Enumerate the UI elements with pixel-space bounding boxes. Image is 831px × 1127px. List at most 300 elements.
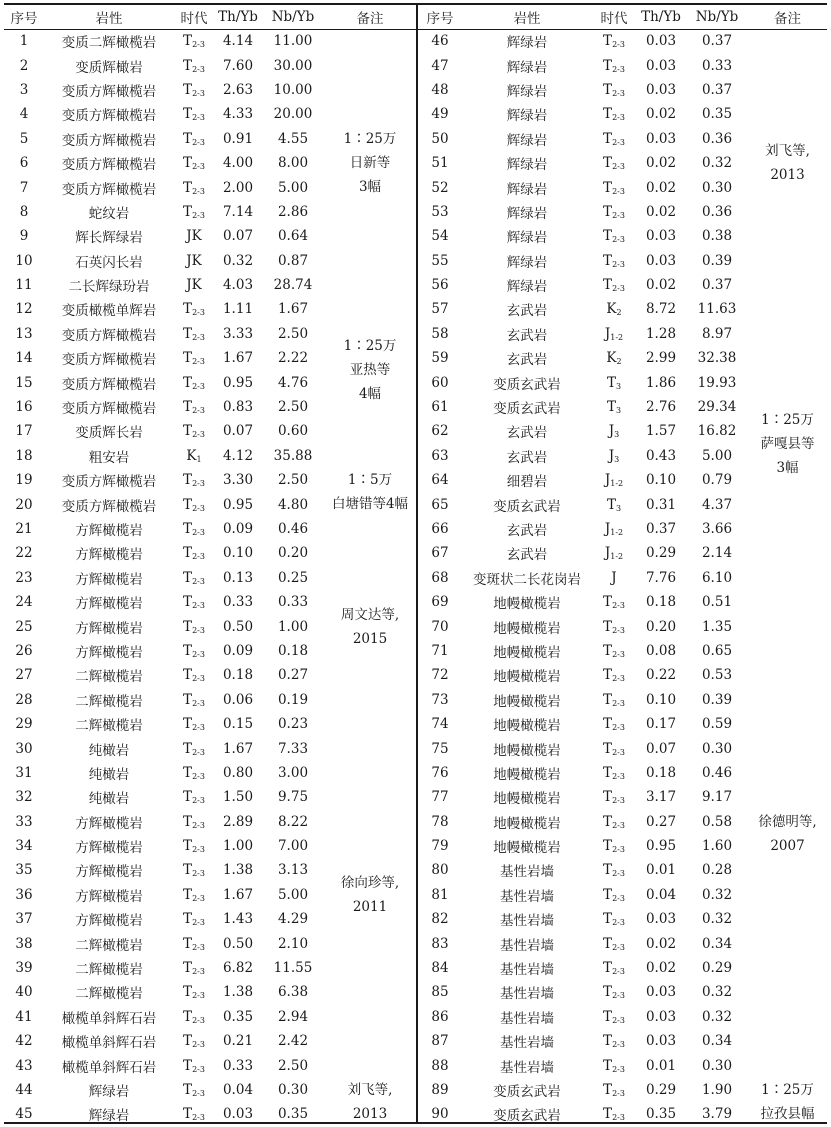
- cell-thyb: 0.06: [222, 691, 254, 708]
- cell-seq: 36: [15, 886, 33, 903]
- era-symbol: T: [183, 911, 193, 928]
- era-symbol: T: [603, 862, 613, 879]
- cell-nbyb: 2.22: [277, 350, 309, 367]
- cell-seq: 67: [431, 545, 449, 562]
- era-symbol: T: [183, 203, 193, 220]
- cell-thyb: 0.35: [222, 1008, 254, 1025]
- cell-seq: 47: [431, 57, 449, 74]
- cell-seq: 33: [15, 813, 33, 830]
- era-symbol: T: [603, 813, 613, 830]
- cell-seq: 23: [15, 569, 33, 586]
- left-table-half: [4, 5, 416, 1127]
- cell-lithology: 变质方辉橄榄岩: [61, 83, 157, 100]
- cell-thyb: 0.43: [645, 447, 677, 464]
- header-thyb: Th/Yb: [218, 9, 258, 25]
- era-symbol: T: [603, 935, 613, 952]
- cell-seq: 57: [431, 301, 449, 318]
- cell-thyb: 0.17: [645, 716, 677, 733]
- cell-lithology: 变质方辉橄榄岩: [61, 327, 157, 344]
- cell-seq: 30: [15, 740, 33, 757]
- era-subscript: 2-3: [192, 210, 205, 220]
- remark-line: 白塘错等4幅: [331, 496, 409, 513]
- remark-line: 周文达等,: [340, 606, 400, 623]
- cell-nbyb: 0.39: [701, 252, 733, 269]
- cell-lithology: 二长辉绿玢岩: [68, 279, 150, 296]
- cell-seq: 17: [15, 423, 33, 440]
- era-subscript: 2-3: [192, 625, 205, 635]
- remark-line: 2013: [352, 1106, 388, 1123]
- cell-thyb: 1.86: [645, 374, 677, 391]
- cell-lithology: 地幔橄榄岩: [493, 840, 561, 857]
- era-subscript: 2-3: [612, 137, 625, 147]
- cell-remark: [324, 517, 416, 737]
- cell-nbyb: 6.10: [701, 569, 733, 586]
- era-subscript: 2-3: [192, 430, 205, 440]
- cell-seq: 59: [431, 350, 449, 367]
- cell-seq: 38: [15, 935, 33, 952]
- era-symbol: J: [611, 569, 617, 586]
- cell-era: [174, 1053, 214, 1077]
- cell-lithology: 方辉橄榄岩: [75, 596, 143, 613]
- cell-era: [174, 419, 214, 443]
- remark-line: 2013: [770, 167, 805, 184]
- cell-nbyb: 2.10: [277, 935, 309, 952]
- cell-nbyb: 1.00: [277, 618, 309, 635]
- cell-thyb: 0.03: [645, 1033, 677, 1050]
- header-seq: 序号: [426, 11, 454, 27]
- cell-nbyb: 4.29: [277, 911, 309, 928]
- era-symbol: T: [183, 179, 193, 196]
- cell-thyb: 0.02: [645, 935, 677, 952]
- cell-era: [174, 858, 214, 882]
- cell-seq: 8: [19, 203, 29, 220]
- era-symbol: T: [183, 862, 193, 879]
- cell-thyb: 0.07: [645, 740, 677, 757]
- era-symbol: T: [603, 81, 613, 98]
- era-subscript: 2-3: [612, 284, 625, 294]
- cell-thyb: 1.67: [222, 740, 254, 757]
- remark-line: 4幅: [358, 386, 382, 403]
- era-subscript: 2-3: [192, 576, 205, 586]
- cell-lithology: 变质玄武岩: [493, 401, 561, 418]
- cell-seq: 82: [431, 911, 449, 928]
- table-row: [418, 1078, 827, 1102]
- cell-lithology: 辉长辉绿岩: [75, 230, 143, 247]
- table-row: [4, 297, 416, 321]
- era-subscript: 2-3: [612, 186, 625, 196]
- era-subscript: 2-3: [612, 625, 625, 635]
- cell-nbyb: 0.37: [701, 33, 733, 50]
- era-subscript: 2-3: [612, 1015, 625, 1025]
- cell-nbyb: 0.38: [701, 228, 733, 245]
- cell-lithology: 变质方辉橄榄岩: [61, 181, 157, 198]
- era-symbol: T: [603, 716, 613, 733]
- era-symbol: T: [606, 374, 616, 391]
- era-symbol: T: [183, 423, 193, 440]
- cell-thyb: 0.22: [645, 667, 677, 684]
- cell-era: [592, 688, 636, 712]
- era-subscript: 2-3: [192, 357, 205, 367]
- era-subscript: 2-3: [612, 210, 625, 220]
- cell-nbyb: 2.86: [277, 203, 309, 220]
- cell-nbyb: 32.38: [697, 350, 737, 367]
- cell-seq: 44: [15, 1081, 33, 1098]
- era-subscript: 2-3: [192, 308, 205, 318]
- header-nbyb: Nb/Yb: [271, 9, 315, 25]
- cell-thyb: 3.33: [222, 325, 254, 342]
- cell-thyb: 0.95: [222, 374, 254, 391]
- cell-nbyb: 9.75: [277, 789, 309, 806]
- cell-nbyb: 0.27: [277, 667, 309, 684]
- cell-era: [592, 810, 636, 834]
- cell-thyb: 0.35: [645, 1106, 677, 1123]
- cell-seq: 12: [15, 301, 33, 318]
- cell-nbyb: 0.32: [701, 984, 733, 1001]
- era-symbol: T: [603, 1033, 613, 1050]
- cell-seq: 56: [431, 277, 449, 294]
- era-subscript: 2-3: [612, 113, 625, 123]
- cell-thyb: 0.10: [222, 545, 254, 562]
- cell-thyb: 0.10: [645, 472, 677, 489]
- left-header-row: [4, 5, 416, 29]
- cell-seq: 40: [15, 984, 33, 1001]
- era-symbol: T: [183, 130, 193, 147]
- era-subscript: 2-3: [192, 162, 205, 172]
- era-subscript: 2-3: [612, 259, 625, 269]
- cell-era: [592, 1005, 636, 1029]
- cell-seq: 28: [15, 691, 33, 708]
- cell-thyb: 1.67: [222, 350, 254, 367]
- cell-era: [174, 883, 214, 907]
- cell-nbyb: 8.97: [701, 325, 733, 342]
- cell-lithology: 玄武岩: [506, 449, 548, 466]
- remark-line: 1∶25万: [761, 1082, 814, 1099]
- cell-era: [592, 1078, 636, 1102]
- cell-thyb: 0.04: [645, 886, 677, 903]
- cell-lithology: 辉绿岩: [506, 108, 548, 125]
- cell-nbyb: 0.35: [277, 1106, 309, 1123]
- cell-nbyb: 4.55: [277, 130, 309, 147]
- cell-lithology: 方辉橄榄岩: [75, 840, 143, 857]
- cell-seq: 37: [15, 911, 33, 928]
- cell-era: [174, 78, 214, 102]
- cell-lithology: 二辉橄榄岩: [75, 718, 143, 735]
- cell-lithology: 橄榄单斜辉石岩: [61, 1059, 157, 1076]
- cell-lithology: 地幔橄榄岩: [493, 718, 561, 735]
- cell-nbyb: 0.33: [277, 594, 309, 611]
- era-subscript: 2-3: [192, 1113, 205, 1123]
- cell-thyb: 0.03: [645, 984, 677, 1001]
- cell-nbyb: 4.37: [701, 496, 733, 513]
- cell-lithology: 辉绿岩: [506, 132, 548, 149]
- cell-era: [174, 492, 214, 516]
- cell-seq: 90: [431, 1106, 449, 1123]
- cell-lithology: 方辉橄榄岩: [75, 888, 143, 905]
- cell-thyb: 0.01: [645, 1057, 677, 1074]
- cell-remark: [324, 297, 416, 443]
- cell-seq: 66: [431, 521, 449, 537]
- cell-nbyb: 0.30: [277, 1081, 309, 1098]
- cell-era: [174, 834, 214, 858]
- cell-nbyb: 0.29: [701, 960, 733, 977]
- cell-thyb: 2.89: [222, 813, 254, 830]
- era-symbol: T: [183, 1106, 193, 1123]
- cell-lithology: 方辉橄榄岩: [75, 815, 143, 832]
- remark-line: 3幅: [776, 459, 799, 476]
- cell-thyb: 8.72: [645, 301, 677, 318]
- cell-seq: 21: [15, 521, 33, 537]
- cell-nbyb: 0.51: [701, 594, 733, 611]
- era-subscript: 2-3: [612, 698, 625, 708]
- cell-nbyb: 0.25: [277, 569, 309, 586]
- remark-line: 萨嘎县等: [760, 435, 815, 452]
- cell-thyb: 3.17: [645, 789, 677, 806]
- cell-lithology: 方辉橄榄岩: [75, 547, 143, 564]
- cell-seq: 24: [15, 594, 33, 611]
- cell-nbyb: 6.38: [277, 984, 309, 1001]
- cell-seq: 52: [431, 179, 449, 196]
- cell-seq: 11: [15, 277, 33, 294]
- cell-era: [174, 224, 214, 248]
- cell-thyb: 0.18: [645, 764, 677, 781]
- era-subscript: 2-3: [612, 601, 625, 611]
- era-symbol: T: [183, 594, 193, 611]
- cell-era: [174, 541, 214, 565]
- cell-seq: 16: [15, 399, 33, 416]
- cell-seq: 3: [19, 81, 29, 98]
- cell-era: [592, 224, 636, 248]
- era-subscript: 2-3: [612, 918, 625, 928]
- cell-thyb: 0.33: [222, 1057, 254, 1074]
- header-remark: 备注: [774, 11, 801, 27]
- cell-era: [592, 639, 636, 663]
- cell-lithology: 二辉橄榄岩: [75, 962, 143, 979]
- era-subscript: 2-3: [192, 1040, 205, 1050]
- cell-lithology: 地幔橄榄岩: [493, 644, 561, 661]
- era-subscript: 2-3: [192, 649, 205, 659]
- cell-seq: 54: [431, 228, 449, 245]
- cell-lithology: 变质方辉橄榄岩: [61, 108, 157, 125]
- cell-thyb: 0.37: [645, 521, 677, 537]
- cell-lithology: 基性岩墙: [500, 888, 554, 905]
- cell-lithology: 方辉橄榄岩: [75, 644, 143, 661]
- era-symbol: T: [603, 594, 613, 611]
- cell-thyb: 0.03: [645, 228, 677, 245]
- cell-seq: 70: [431, 618, 449, 635]
- cell-seq: 55: [431, 252, 449, 269]
- era-symbol: T: [183, 350, 193, 367]
- cell-nbyb: 0.30: [701, 1057, 733, 1074]
- cell-lithology: 玄武岩: [506, 425, 548, 442]
- cell-nbyb: 0.28: [701, 862, 733, 879]
- cell-era: [174, 931, 214, 955]
- era-symbol: T: [183, 984, 193, 1001]
- cell-seq: 39: [15, 960, 33, 977]
- cell-seq: 62: [431, 423, 449, 440]
- era-symbol: T: [183, 374, 193, 391]
- era-symbol: T: [183, 667, 193, 684]
- cell-nbyb: 2.50: [277, 472, 309, 489]
- cell-thyb: 0.33: [222, 594, 254, 611]
- cell-thyb: 4.14: [222, 33, 254, 50]
- cell-lithology: 辉绿岩: [506, 35, 548, 52]
- cell-thyb: 4.03: [222, 277, 254, 294]
- cell-remark: [748, 297, 827, 590]
- remark-line: 亚热等: [349, 362, 391, 379]
- cell-seq: 27: [15, 667, 33, 684]
- cell-thyb: 0.03: [645, 81, 677, 98]
- era-subscript: 3: [614, 454, 620, 464]
- cell-thyb: 1.11: [222, 301, 254, 318]
- era-subscript: 2-3: [612, 869, 625, 879]
- cell-thyb: 0.03: [222, 1106, 254, 1123]
- era-subscript: 2-3: [612, 820, 625, 830]
- cell-lithology: 辉绿岩: [506, 59, 548, 76]
- cell-lithology: 二辉橄榄岩: [75, 693, 143, 710]
- cell-remark: [324, 736, 416, 1053]
- cell-thyb: 0.03: [645, 911, 677, 928]
- era-symbol: T: [183, 545, 193, 562]
- cell-seq: 5: [19, 130, 29, 147]
- cell-nbyb: 5.00: [701, 447, 733, 464]
- cell-lithology: 变质玄武岩: [493, 1083, 561, 1100]
- cell-lithology: 基性岩墙: [500, 937, 554, 954]
- cell-seq: 6: [19, 155, 29, 172]
- cell-era: [592, 566, 636, 590]
- cell-thyb: 0.02: [645, 277, 677, 294]
- cell-lithology: 玄武岩: [506, 303, 548, 320]
- cell-lithology: 辉绿岩: [506, 83, 548, 100]
- cell-seq: 60: [431, 374, 449, 391]
- cell-era: [174, 346, 214, 370]
- table-row: [4, 468, 416, 492]
- remark-line: 1∶25万: [343, 338, 397, 355]
- era-subscript: 1-2: [610, 332, 624, 342]
- era-subscript: 2-3: [192, 967, 205, 977]
- cell-seq: 19: [15, 472, 33, 489]
- cell-thyb: 0.03: [645, 1008, 677, 1025]
- table-row: [4, 517, 416, 541]
- era-subscript: 2-3: [192, 332, 205, 342]
- cell-seq: 35: [15, 862, 33, 879]
- era-symbol: K: [186, 447, 197, 464]
- table-row: [4, 444, 416, 468]
- era-symbol: T: [183, 813, 193, 830]
- cell-seq: 13: [15, 325, 33, 342]
- cell-thyb: 3.30: [222, 472, 254, 489]
- cell-lithology: 变质辉长岩: [75, 425, 143, 442]
- cell-thyb: 0.02: [645, 155, 677, 172]
- era-symbol: T: [183, 81, 193, 98]
- era-subscript: 2-3: [192, 1015, 205, 1025]
- era-subscript: 2-3: [612, 162, 625, 172]
- era-symbol: T: [183, 740, 193, 757]
- header-nbyb: Nb/Yb: [695, 9, 739, 25]
- cell-lithology: 纯橄岩: [88, 766, 130, 783]
- cell-nbyb: 0.46: [277, 521, 309, 537]
- era-symbol: T: [183, 716, 193, 733]
- cell-lithology: 辉绿岩: [506, 230, 548, 247]
- era-symbol: T: [603, 1057, 613, 1074]
- cell-nbyb: 4.80: [277, 496, 309, 513]
- cell-era: [592, 492, 636, 516]
- cell-nbyb: 0.18: [277, 642, 309, 659]
- cell-nbyb: 0.35: [701, 106, 733, 123]
- cell-seq: 64: [431, 472, 449, 489]
- cell-thyb: 0.50: [222, 618, 254, 635]
- cell-era: [592, 858, 636, 882]
- cell-nbyb: 0.19: [277, 691, 309, 708]
- table-row: [4, 1078, 416, 1102]
- cell-lithology: 变质方辉橄榄岩: [61, 401, 157, 418]
- era-subscript: 2-3: [192, 1088, 205, 1098]
- cell-seq: 7: [19, 179, 29, 196]
- era-subscript: 2-3: [192, 698, 205, 708]
- era-subscript: 2-3: [192, 674, 205, 684]
- cell-era: [592, 200, 636, 224]
- cell-seq: 81: [431, 886, 449, 903]
- era-symbol: T: [603, 1008, 613, 1025]
- cell-lithology: 变质方辉橄榄岩: [61, 376, 157, 393]
- cell-seq: 49: [431, 106, 449, 123]
- era-symbol: T: [603, 911, 613, 928]
- header-lithology: 岩性: [513, 11, 541, 27]
- header-thyb: Th/Yb: [641, 9, 681, 25]
- era-subscript: 2: [616, 357, 622, 367]
- era-symbol: J: [604, 325, 611, 342]
- cell-thyb: 4.00: [222, 155, 254, 172]
- cell-nbyb: 8.22: [277, 813, 309, 830]
- cell-lithology: 地幔橄榄岩: [493, 766, 561, 783]
- cell-era: [592, 834, 636, 858]
- cell-remark: [324, 468, 416, 517]
- era-symbol: J: [608, 447, 615, 464]
- era-subscript: 3: [615, 381, 622, 391]
- cell-lithology: 基性岩墙: [500, 1035, 554, 1052]
- cell-lithology: 辉绿岩: [506, 157, 548, 174]
- cell-seq: 25: [15, 618, 33, 635]
- cell-thyb: 0.09: [222, 521, 254, 537]
- cell-seq: 15: [15, 374, 33, 391]
- cell-thyb: 0.95: [222, 496, 254, 513]
- cell-thyb: 0.91: [222, 130, 254, 147]
- cell-nbyb: 0.58: [701, 813, 733, 830]
- cell-era: [592, 712, 636, 736]
- cell-remark-empty: [324, 444, 416, 468]
- cell-era: [592, 907, 636, 931]
- cell-lithology: 基性岩墙: [500, 864, 554, 881]
- cell-seq: 75: [431, 740, 449, 757]
- cell-thyb: 2.99: [645, 350, 677, 367]
- remark-line: 刘飞等,: [765, 143, 810, 160]
- cell-lithology: 变质方辉橄榄岩: [61, 474, 157, 491]
- cell-seq: 53: [431, 203, 449, 220]
- cell-lithology: 橄榄单斜辉石岩: [61, 1035, 157, 1052]
- era-subscript: 2-3: [612, 967, 625, 977]
- era-symbol: T: [603, 252, 613, 269]
- cell-seq: 4: [19, 106, 29, 123]
- cell-nbyb: 3.13: [277, 862, 309, 879]
- era-symbol: J: [604, 545, 611, 562]
- era-subscript: 1-2: [610, 528, 624, 537]
- cell-lithology: 二辉橄榄岩: [75, 986, 143, 1003]
- cell-nbyb: 0.59: [701, 716, 733, 733]
- cell-thyb: 0.01: [645, 862, 677, 879]
- cell-lithology: 玄武岩: [506, 523, 548, 539]
- remark-line: 刘飞等,: [347, 1082, 393, 1099]
- era-subscript: 1-2: [610, 552, 624, 562]
- era-symbol: T: [603, 691, 613, 708]
